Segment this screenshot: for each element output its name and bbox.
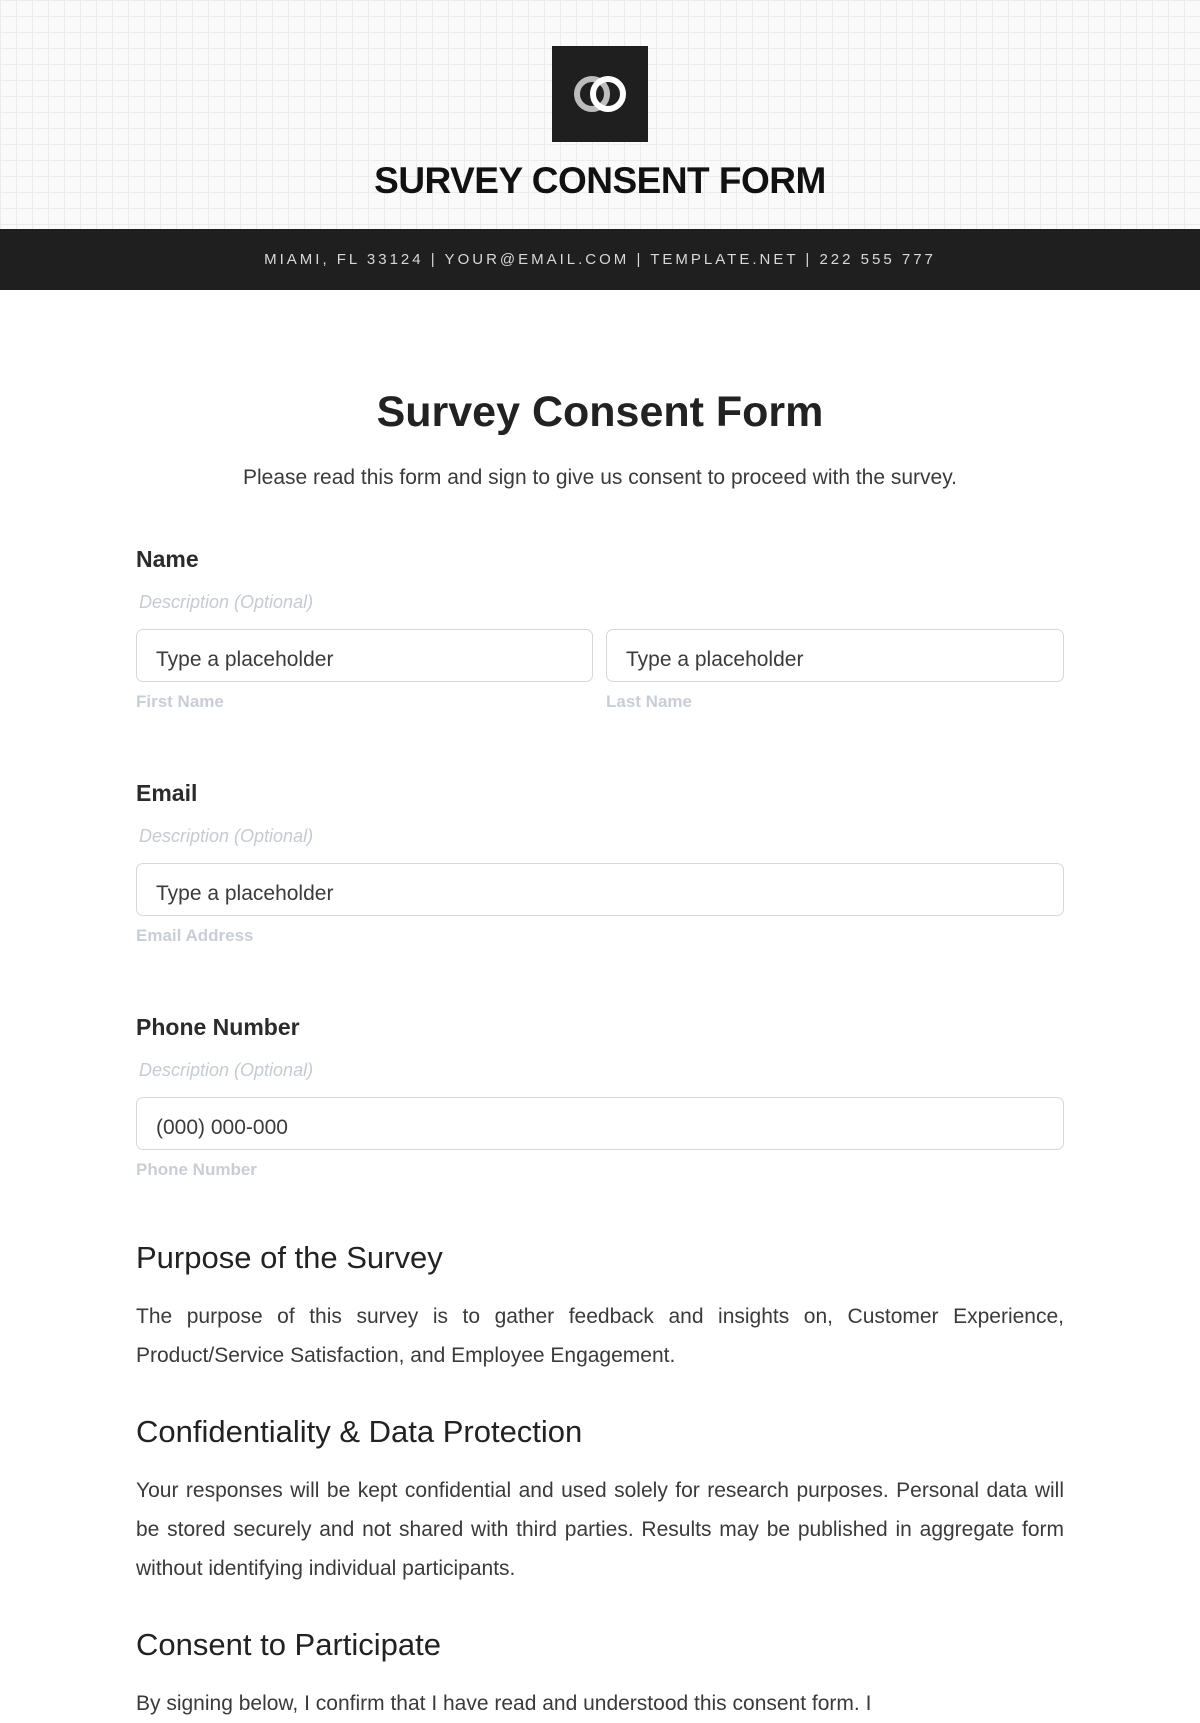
phone-label: Phone Number	[136, 1014, 300, 1040]
email-input[interactable]	[136, 863, 1064, 916]
email-label: Email	[136, 780, 198, 806]
first-name-sublabel: First Name	[136, 692, 224, 711]
email-sublabel: Email Address	[136, 926, 254, 945]
consent-heading: Consent to Participate	[136, 1627, 442, 1662]
consent-text: By signing below, I confirm that I have read and understood this consent form. I	[136, 1692, 872, 1715]
form-subtitle: Please read this form and sign to give us consent to proceed with the survey.	[243, 466, 957, 489]
last-name-input[interactable]	[606, 629, 1064, 682]
first-name-placeholder: Type a placeholder	[156, 647, 334, 671]
phone-description: Description (Optional)	[139, 1060, 314, 1080]
confidentiality-text: Your responses will be kept confidential and used solely for research purposes. Personal data will be stored securely and not shared with third parties. Results may be published in aggregate form without identifying individual participants.	[136, 1479, 1064, 1580]
last-name-sublabel: Last Name	[606, 692, 692, 711]
confidentiality-heading: Confidentiality & Data Protection	[136, 1414, 583, 1449]
logo	[552, 46, 648, 142]
phone-placeholder: (000) 000-000	[156, 1115, 288, 1139]
email-placeholder: Type a placeholder	[156, 881, 334, 905]
name-description: Description (Optional)	[139, 592, 314, 612]
header-title: SURVEY CONSENT FORM	[374, 160, 826, 201]
phone-sublabel: Phone Number	[136, 1160, 257, 1179]
contact-bar: MIAMI, FL 33124 | YOUR@EMAIL.COM | TEMPLATE.NET | 222 555 777	[0, 229, 1200, 290]
first-name-input[interactable]	[136, 629, 593, 682]
purpose-heading: Purpose of the Survey	[136, 1240, 443, 1275]
purpose-text: The purpose of this survey is to gather feedback and insights on, Customer Experience, Product/Service Satisfaction, and Employee Engagement.	[136, 1305, 1064, 1367]
last-name-placeholder: Type a placeholder	[626, 647, 804, 671]
name-label: Name	[136, 546, 199, 572]
email-description: Description (Optional)	[139, 826, 314, 846]
phone-input[interactable]	[136, 1097, 1064, 1150]
interlocking-rings-icon	[570, 72, 630, 116]
document-header	[0, 0, 1200, 229]
form-title: Survey Consent Form	[376, 388, 824, 436]
